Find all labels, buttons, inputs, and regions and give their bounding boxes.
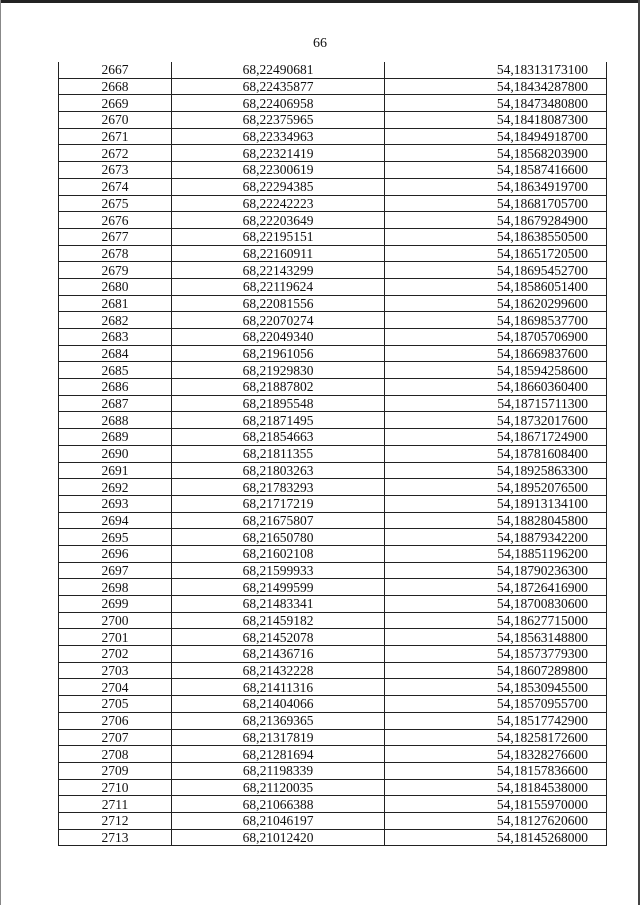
table-row <box>59 345 607 362</box>
point-number-cell: 2712 <box>59 812 172 829</box>
table-row <box>59 612 607 629</box>
table-row <box>59 545 607 562</box>
x-coordinate-cell: 68,21459182 <box>172 612 385 629</box>
table-row <box>59 379 607 396</box>
table-row <box>59 479 607 496</box>
table-row <box>59 212 607 229</box>
table-row <box>59 779 607 796</box>
y-coordinate-cell: 54,18157836600 <box>385 762 607 779</box>
y-coordinate-cell: 54,18570955700 <box>385 696 607 713</box>
x-coordinate-cell: 68,22242223 <box>172 195 385 212</box>
x-coordinate-cell: 68,22070274 <box>172 312 385 329</box>
x-coordinate-cell: 68,21887802 <box>172 379 385 396</box>
point-number-cell: 2688 <box>59 412 172 429</box>
table-row <box>59 579 607 596</box>
point-number-cell: 2707 <box>59 729 172 746</box>
y-coordinate-cell: 54,18620299600 <box>385 295 607 312</box>
y-coordinate-cell: 54,18669837600 <box>385 345 607 362</box>
point-number-cell: 2679 <box>59 262 172 279</box>
y-coordinate-cell: 54,18715711300 <box>385 395 607 412</box>
table-row <box>59 596 607 613</box>
x-coordinate-cell: 68,21929830 <box>172 362 385 379</box>
point-number-cell: 2697 <box>59 562 172 579</box>
point-number-cell: 2685 <box>59 362 172 379</box>
point-number-cell: 2678 <box>59 245 172 262</box>
table-row <box>59 495 607 512</box>
y-coordinate-cell: 54,18155970000 <box>385 796 607 813</box>
scan-left-edge <box>0 0 1 905</box>
table-row <box>59 312 607 329</box>
point-number-cell: 2668 <box>59 78 172 95</box>
point-number-cell: 2674 <box>59 178 172 195</box>
x-coordinate-cell: 68,21046197 <box>172 812 385 829</box>
y-coordinate-cell: 54,18586051400 <box>385 278 607 295</box>
y-coordinate-cell: 54,18258172600 <box>385 729 607 746</box>
x-coordinate-cell: 68,22195151 <box>172 228 385 245</box>
point-number-cell: 2682 <box>59 312 172 329</box>
coordinates-table <box>58 62 607 846</box>
x-coordinate-cell: 68,21854663 <box>172 429 385 446</box>
y-coordinate-cell: 54,18851196200 <box>385 545 607 562</box>
x-coordinate-cell: 68,21411316 <box>172 679 385 696</box>
table-row <box>59 62 607 78</box>
table-row <box>59 78 607 95</box>
point-number-cell: 2683 <box>59 329 172 346</box>
x-coordinate-cell: 68,21281694 <box>172 746 385 763</box>
x-coordinate-cell: 68,22160911 <box>172 245 385 262</box>
x-coordinate-cell: 68,22300619 <box>172 162 385 179</box>
x-coordinate-cell: 68,21483341 <box>172 596 385 613</box>
table-row <box>59 329 607 346</box>
x-coordinate-cell: 68,21811355 <box>172 445 385 462</box>
y-coordinate-cell: 54,18418087300 <box>385 112 607 129</box>
x-coordinate-cell: 68,22334963 <box>172 128 385 145</box>
y-coordinate-cell: 54,18679284900 <box>385 212 607 229</box>
table-row <box>59 812 607 829</box>
x-coordinate-cell: 68,21436716 <box>172 646 385 663</box>
y-coordinate-cell: 54,18184538000 <box>385 779 607 796</box>
y-coordinate-cell: 54,18473480800 <box>385 95 607 112</box>
point-number-cell: 2689 <box>59 429 172 446</box>
x-coordinate-cell: 68,22294385 <box>172 178 385 195</box>
table-row <box>59 145 607 162</box>
y-coordinate-cell: 54,18627715000 <box>385 612 607 629</box>
y-coordinate-cell: 54,18587416600 <box>385 162 607 179</box>
table-row <box>59 445 607 462</box>
table-row <box>59 395 607 412</box>
y-coordinate-cell: 54,18913134100 <box>385 495 607 512</box>
point-number-cell: 2672 <box>59 145 172 162</box>
y-coordinate-cell: 54,18530945500 <box>385 679 607 696</box>
table-row <box>59 829 607 846</box>
x-coordinate-cell: 68,21066388 <box>172 796 385 813</box>
x-coordinate-cell: 68,21404066 <box>172 696 385 713</box>
point-number-cell: 2691 <box>59 462 172 479</box>
x-coordinate-cell: 68,21499599 <box>172 579 385 596</box>
point-number-cell: 2676 <box>59 212 172 229</box>
table-row <box>59 429 607 446</box>
y-coordinate-cell: 54,18681705700 <box>385 195 607 212</box>
point-number-cell: 2675 <box>59 195 172 212</box>
y-coordinate-cell: 54,18700830600 <box>385 596 607 613</box>
point-number-cell: 2667 <box>59 62 172 78</box>
point-number-cell: 2701 <box>59 629 172 646</box>
y-coordinate-cell: 54,18790236300 <box>385 562 607 579</box>
y-coordinate-cell: 54,18517742900 <box>385 712 607 729</box>
y-coordinate-cell: 54,18705706900 <box>385 329 607 346</box>
point-number-cell: 2680 <box>59 278 172 295</box>
point-number-cell: 2710 <box>59 779 172 796</box>
x-coordinate-cell: 68,22203649 <box>172 212 385 229</box>
y-coordinate-cell: 54,18828045800 <box>385 512 607 529</box>
y-coordinate-cell: 54,18313173100 <box>385 62 607 78</box>
table-row <box>59 228 607 245</box>
x-coordinate-cell: 68,22321419 <box>172 145 385 162</box>
y-coordinate-cell: 54,18726416900 <box>385 579 607 596</box>
y-coordinate-cell: 54,18638550500 <box>385 228 607 245</box>
x-coordinate-cell: 68,21650780 <box>172 529 385 546</box>
table-row <box>59 112 607 129</box>
point-number-cell: 2703 <box>59 662 172 679</box>
table-row <box>59 562 607 579</box>
y-coordinate-cell: 54,18695452700 <box>385 262 607 279</box>
scan-top-edge <box>0 0 640 3</box>
table-row <box>59 762 607 779</box>
y-coordinate-cell: 54,18651720500 <box>385 245 607 262</box>
x-coordinate-cell: 68,22049340 <box>172 329 385 346</box>
table-row <box>59 696 607 713</box>
table-row <box>59 512 607 529</box>
point-number-cell: 2696 <box>59 545 172 562</box>
point-number-cell: 2699 <box>59 596 172 613</box>
table-row <box>59 712 607 729</box>
table-row <box>59 362 607 379</box>
page-number: 66 <box>313 36 327 51</box>
x-coordinate-cell: 68,21783293 <box>172 479 385 496</box>
y-coordinate-cell: 54,18434287800 <box>385 78 607 95</box>
y-coordinate-cell: 54,18660360400 <box>385 379 607 396</box>
table-row <box>59 746 607 763</box>
point-number-cell: 2669 <box>59 95 172 112</box>
x-coordinate-cell: 68,22490681 <box>172 62 385 78</box>
table-row <box>59 295 607 312</box>
point-number-cell: 2705 <box>59 696 172 713</box>
y-coordinate-cell: 54,18328276600 <box>385 746 607 763</box>
x-coordinate-cell: 68,22143299 <box>172 262 385 279</box>
y-coordinate-cell: 54,18607289800 <box>385 662 607 679</box>
x-coordinate-cell: 68,22375965 <box>172 112 385 129</box>
y-coordinate-cell: 54,18952076500 <box>385 479 607 496</box>
y-coordinate-cell: 54,18925863300 <box>385 462 607 479</box>
point-number-cell: 2677 <box>59 228 172 245</box>
table-row <box>59 629 607 646</box>
table-row <box>59 95 607 112</box>
point-number-cell: 2713 <box>59 829 172 846</box>
x-coordinate-cell: 68,22119624 <box>172 278 385 295</box>
x-coordinate-cell: 68,21675807 <box>172 512 385 529</box>
y-coordinate-cell: 54,18732017600 <box>385 412 607 429</box>
y-coordinate-cell: 54,18671724900 <box>385 429 607 446</box>
point-number-cell: 2704 <box>59 679 172 696</box>
table-row <box>59 729 607 746</box>
table-row <box>59 262 607 279</box>
table-row <box>59 162 607 179</box>
y-coordinate-cell: 54,18594258600 <box>385 362 607 379</box>
point-number-cell: 2690 <box>59 445 172 462</box>
x-coordinate-cell: 68,21803263 <box>172 462 385 479</box>
x-coordinate-cell: 68,21871495 <box>172 412 385 429</box>
y-coordinate-cell: 54,18573779300 <box>385 646 607 663</box>
table-row <box>59 178 607 195</box>
x-coordinate-cell: 68,21961056 <box>172 345 385 362</box>
x-coordinate-cell: 68,21369365 <box>172 712 385 729</box>
y-coordinate-cell: 54,18127620600 <box>385 812 607 829</box>
point-number-cell: 2686 <box>59 379 172 396</box>
point-number-cell: 2687 <box>59 395 172 412</box>
x-coordinate-cell: 68,21317819 <box>172 729 385 746</box>
table-row <box>59 462 607 479</box>
coordinates-table-body <box>59 62 607 846</box>
table-row <box>59 412 607 429</box>
y-coordinate-cell: 54,18781608400 <box>385 445 607 462</box>
x-coordinate-cell: 68,21452078 <box>172 629 385 646</box>
y-coordinate-cell: 54,18563148800 <box>385 629 607 646</box>
y-coordinate-cell: 54,18879342200 <box>385 529 607 546</box>
y-coordinate-cell: 54,18634919700 <box>385 178 607 195</box>
x-coordinate-cell: 68,21895548 <box>172 395 385 412</box>
point-number-cell: 2709 <box>59 762 172 779</box>
table-row <box>59 195 607 212</box>
table-row <box>59 245 607 262</box>
x-coordinate-cell: 68,21432228 <box>172 662 385 679</box>
point-number-cell: 2692 <box>59 479 172 496</box>
x-coordinate-cell: 68,22435877 <box>172 78 385 95</box>
table-row <box>59 128 607 145</box>
y-coordinate-cell: 54,18494918700 <box>385 128 607 145</box>
x-coordinate-cell: 68,21599933 <box>172 562 385 579</box>
point-number-cell: 2695 <box>59 529 172 546</box>
y-coordinate-cell: 54,18698537700 <box>385 312 607 329</box>
table-row <box>59 529 607 546</box>
x-coordinate-cell: 68,22081556 <box>172 295 385 312</box>
table-row <box>59 646 607 663</box>
point-number-cell: 2671 <box>59 128 172 145</box>
point-number-cell: 2670 <box>59 112 172 129</box>
point-number-cell: 2700 <box>59 612 172 629</box>
point-number-cell: 2684 <box>59 345 172 362</box>
y-coordinate-cell: 54,18568203900 <box>385 145 607 162</box>
x-coordinate-cell: 68,21602108 <box>172 545 385 562</box>
table-row <box>59 796 607 813</box>
x-coordinate-cell: 68,21717219 <box>172 495 385 512</box>
point-number-cell: 2708 <box>59 746 172 763</box>
point-number-cell: 2706 <box>59 712 172 729</box>
y-coordinate-cell: 54,18145268000 <box>385 829 607 846</box>
x-coordinate-cell: 68,21198339 <box>172 762 385 779</box>
point-number-cell: 2694 <box>59 512 172 529</box>
x-coordinate-cell: 68,21012420 <box>172 829 385 846</box>
table-row <box>59 662 607 679</box>
table-row <box>59 278 607 295</box>
point-number-cell: 2698 <box>59 579 172 596</box>
x-coordinate-cell: 68,21120035 <box>172 779 385 796</box>
point-number-cell: 2681 <box>59 295 172 312</box>
point-number-cell: 2711 <box>59 796 172 813</box>
table-row <box>59 679 607 696</box>
point-number-cell: 2702 <box>59 646 172 663</box>
point-number-cell: 2673 <box>59 162 172 179</box>
x-coordinate-cell: 68,22406958 <box>172 95 385 112</box>
point-number-cell: 2693 <box>59 495 172 512</box>
